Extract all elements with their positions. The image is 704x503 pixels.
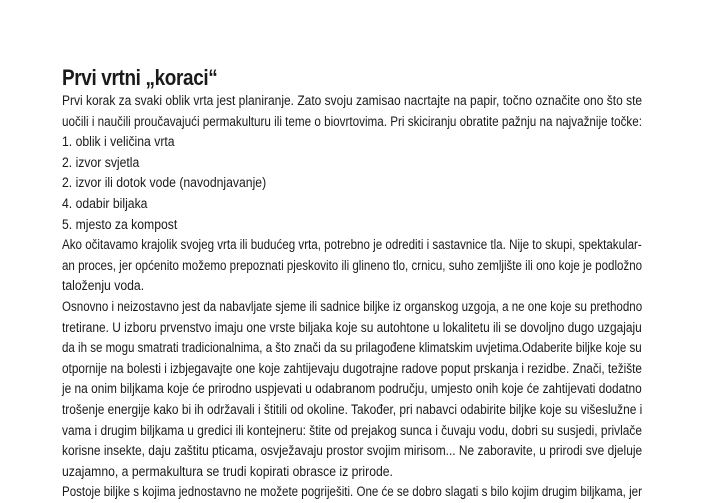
text-line: 4. odabir biljaka <box>62 195 148 212</box>
text-line: korisne insekte, daju zaštitu pticama, osvježavaju prostor svojim mirisom... Ne zaboravite, u prirodi sve djeluje <box>62 443 643 460</box>
text-line: Osnovno i neizostavno jest da nabavljate sjeme ili sadnice biljke iz organskog uzgoja, a ne one koje su prethodno <box>62 298 643 315</box>
text-line: otpornije na bolesti i izbjegavajte one koje zahtijevaju dugotrajne radove poput prskanja i rezidbe. Znači, težište <box>62 360 642 377</box>
text-line: taloženju voda. <box>62 278 145 295</box>
text-line: 5. mjesto za kompost <box>62 216 178 233</box>
text-line: vama i drugim biljkama u gredici ili kontejneru: štite od prejakog sunca i čuvaju vodu, dobri su susjedi, privlače <box>62 422 643 439</box>
text-line: uočili i naučili proučavajući permakulturu ili teme o biovrtovima. Pri skiciranju obratite pažnju na najvažnije točke: <box>62 113 642 130</box>
text-line: Prvi korak za svaki oblik vrta jest planiranje. Zato svoju zamisao nacrtajte na papir, točno označite ono što ste <box>62 93 643 109</box>
text-line: je na onim biljkama koje će prirodno uspjevati u odabranom području, umjesto onih koje će zahtijevati dodatno <box>62 381 642 398</box>
text-line: an proces, jer općenito možemo prepoznati pjeskovito ili glineno tlo, crnicu, suho zemljište ili ono koje je podložno <box>62 257 643 274</box>
text-line: 2. izvor svjetla <box>62 154 140 171</box>
text-line: uzajamno, a permakultura se trudi kopirati obrasce iz prirode. <box>62 463 393 480</box>
text-line: Ako očitavamo krajolik svojeg vrta ili budućeg vrta, potrebno je odrediti i sastavnice tla. Nije to skupi, spektakular- <box>62 237 642 254</box>
text-line: tretirane. U izboru prvenstvo imaju one vrste biljaka koje su autohtone u lokalitetu ili se dovoljno dugo uzgajaju <box>62 319 642 336</box>
text-line: trošenje energije kako bi ih održavali i štitili od okoline. Također, pri nabavci odabirite biljke koje su višeslužne i <box>62 401 643 418</box>
article-title: Prvi vrtni „koraci“ <box>62 65 218 90</box>
text-line: 2. izvor ili dotok vode (navodnjavanje) <box>62 175 267 192</box>
text-line: da ih se mogu smatrati tradicionalnima, a što znači da su prilagođene klimatskim uvjetima.Odaberite biljke koje su <box>62 340 642 357</box>
article <box>62 65 642 503</box>
text-line: 1. oblik i veličina vrta <box>62 134 175 151</box>
text-line: Postoje biljke s kojima jednostavno ne možete pogriješiti. One će se dobro slagati s bilo kojim drugim biljkama, jer <box>62 484 642 501</box>
article-body <box>62 91 642 503</box>
